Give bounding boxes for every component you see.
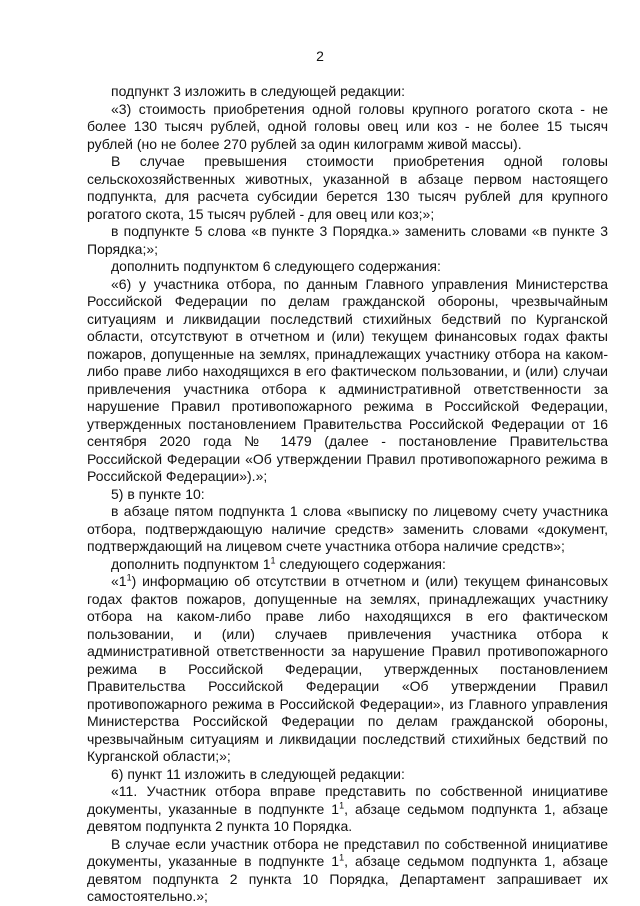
paragraph <box>87 503 608 556</box>
text-run: «6) у участника отбора, по данным Главного управления Министерства Российской Федерации по делам гражданской обороны, чрезвычайным ситуациям и ликвидации последствий стихийных бедствий по Курганской области, отсутствуют в отчетном и (или) текущем финансовых годах факты пожаров, допущенные на землях, принадлежащих участнику отбора на каком-либо праве либо находящихся в его фактическом пользовании, и (или) случаи привлечения участника отбора к административной ответственности за нарушение Правил противопожарного режима в Российской Федерации, утвержденных постановлением Правительства Российской Федерации от 16 сентября 2020 года № 1479 (далее - постановление Правительства Российской Федерации «Об утверждении Правил противопожарного режима в Российской Федерации»).»; <box>87 275 608 484</box>
text-run: , абзаце седьмом подпункта 1, абзаце девятом подпункта 2 пункта 10 Порядка, Департамент запрашивает их самостоятельно.»; <box>87 853 609 904</box>
text-run: «1 <box>111 573 127 589</box>
text-run: подпункт 3 изложить в следующей редакции: <box>111 83 406 99</box>
text-run: «3) стоимость приобретения одной головы крупного рогатого скота - не более 130 тысяч рублей, одной головы овец или коз - не более 15 тысяч рублей (но не более 270 рублей за один килограмм живой массы). <box>87 100 608 152</box>
paragraph <box>87 573 608 766</box>
paragraph <box>87 783 608 836</box>
text-run: В случае если участник отбора не представил по собственной инициативе документы, указанные в подпункте 1 <box>87 835 608 869</box>
paragraph <box>87 101 608 154</box>
text-run: 6) пункт 11 изложить в следующей редакции: <box>111 765 405 782</box>
text-run: ) информацию об отсутствии в отчетном и (или) текущем финансовых годах фактов пожаров, допущенные на землях, принадлежащих участнику отбора на каком-либо праве либо находящихся в его фактическом пользовании, и (или) случаев привлечения участника отбора к административной ответственности за нарушение Правил противопожарного режима в Российской Федерации, утвержденных постановлением Правительства Российской Федерации «Об утверждении Правил противопожарного режима в Российской Федерации», из Главного управления Министерства Российской Федерации по делам гражданской обороны, чрезвычайным ситуациям и ликвидации последствий стихийных бедствий по Курганской области;»; <box>87 573 608 764</box>
document-body <box>87 83 608 906</box>
text-run: в подпункте 5 слова «в пункте 3 Порядка.» заменить словами «в пункте 3 Порядка;»; <box>87 223 608 257</box>
superscript: 1 <box>339 852 345 863</box>
superscript: 1 <box>270 554 276 565</box>
text-run: дополнить подпунктом 1 <box>111 555 271 572</box>
superscript: 1 <box>126 572 132 583</box>
text-run: следующего содержания: <box>275 555 446 572</box>
text-run: «11. Участник отбора вправе представить по собственной инициативе документы, указанные в подпункте 1 <box>87 783 608 817</box>
paragraph <box>87 83 608 101</box>
paragraph <box>87 153 608 223</box>
superscript: 1 <box>339 799 345 810</box>
page-number: 2 <box>316 48 324 64</box>
text-run: , абзаце седьмом подпункта 1, абзаце девятом подпункта 2 пункта 10 Порядка. <box>87 800 609 834</box>
paragraph <box>87 486 608 504</box>
text-run: дополнить подпунктом 6 следующего содержания: <box>111 258 441 274</box>
paragraph <box>87 766 608 784</box>
text-run: В случае превышения стоимости приобретения одной головы сельскохозяйственных животных, указанной в абзаце первом настоящего подпункта, для расчета субсидии берется 130 тысяч рублей для крупного рогатого скота, 15 тысяч рублей - для овец или коз;»; <box>87 153 608 222</box>
paragraph <box>87 223 608 258</box>
paragraph <box>87 276 608 486</box>
text-run: в абзаце пятом подпункта 1 слова «выписку по лицевому счету участника отбора, подтверждающую наличие средств» заменить словами «документ, подтверждающий на лицевом счете участника отбора наличие средств»; <box>87 503 608 554</box>
paragraph <box>87 556 608 574</box>
paragraph <box>87 258 608 276</box>
paragraph <box>87 836 608 906</box>
text-run: 5) в пункте 10: <box>111 485 205 502</box>
